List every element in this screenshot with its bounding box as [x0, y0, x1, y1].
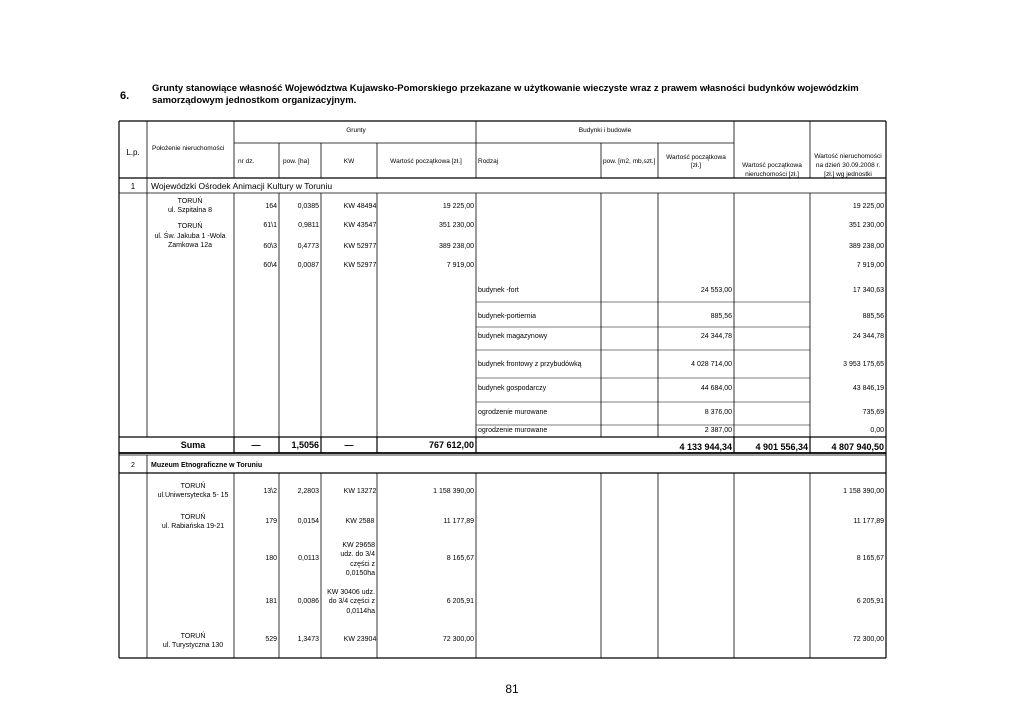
- header-wartosc-dzien: na dzień 30.09.2008 r.: [815, 162, 881, 169]
- plot-value: 6 205,91: [446, 598, 474, 605]
- plot-value: 19 225,00: [442, 203, 474, 210]
- plot-kw: KW 23904: [343, 636, 377, 643]
- header-wartosc-nier: nieruchomości [zł.]: [745, 171, 799, 178]
- plot-value: 389 238,00: [438, 243, 474, 250]
- plot-kw: KW 52977: [343, 262, 377, 269]
- entry-number: 2: [131, 462, 135, 469]
- plot-area: 1,3473: [297, 636, 319, 643]
- location: ul. Św. Jakuba 1 -Wola: [154, 233, 226, 240]
- sum-nier-value: 4 901 556,34: [755, 442, 808, 452]
- header-grunty: Grunty: [346, 127, 366, 134]
- sum-dash: —: [344, 440, 354, 450]
- plot-number: 13\2: [263, 488, 277, 495]
- sum-label: Suma: [180, 440, 206, 450]
- building-value: 4 028 714,00: [691, 361, 732, 368]
- row-total: 19 225,00: [852, 203, 884, 210]
- location: TORUŃ: [180, 483, 206, 490]
- location: TORUŃ: [177, 198, 203, 205]
- location: ul.Uniwersytecka 5- 15: [157, 492, 229, 499]
- header-wartosc-bud: [zł.]: [690, 162, 702, 169]
- plot-kw: udz. do 3/4: [340, 551, 375, 558]
- plot-value: 72 300,00: [442, 636, 474, 643]
- row-total: 389 238,00: [848, 243, 884, 250]
- plot-area: 0,0113: [298, 555, 319, 562]
- header-pow-ha: pow. [ha]: [283, 158, 310, 165]
- row-total: 24 344,78: [852, 333, 884, 340]
- building-value: 8 376,00: [704, 409, 732, 416]
- building-name: budynek-portiernia: [478, 313, 536, 320]
- building-value: 24 344,78: [700, 333, 732, 340]
- row-total: 0,00: [870, 427, 884, 434]
- plot-area: 2,2803: [297, 488, 319, 495]
- row-total: 8 165,67: [856, 555, 884, 562]
- page-number: 81: [505, 682, 519, 696]
- building-value: 885,56: [710, 313, 732, 320]
- plot-number: 60\4: [263, 262, 277, 269]
- plot-kw: KW 13272: [343, 488, 377, 495]
- plot-area: 0,4773: [297, 243, 319, 250]
- row-total: 735,69: [862, 409, 884, 416]
- building-value: 2 387,00: [704, 427, 732, 434]
- entry-name: Wojewódzki Ośrodek Animacji Kultury w Toruniu: [151, 181, 333, 191]
- plot-area: 0,0154: [297, 518, 319, 525]
- plot-kw: KW 48494: [343, 203, 377, 210]
- building-value: 24 553,00: [700, 287, 732, 294]
- plot-number: 181: [265, 598, 277, 605]
- header-nr-dz: nr dz.: [238, 158, 255, 165]
- sum-grunty-value: 767 612,00: [428, 440, 474, 450]
- row-total: 11 177,89: [853, 518, 884, 525]
- building-name: budynek -fort: [478, 287, 519, 294]
- location: Zamkowa 12a: [168, 242, 212, 249]
- plot-kw: KW 52977: [343, 243, 377, 250]
- row-total: 1 158 390,00: [843, 488, 884, 495]
- plot-value: 8 165,67: [446, 555, 474, 562]
- building-name: budynek frontowy z przybudówką: [478, 361, 582, 368]
- building-value: 44 684,00: [700, 385, 732, 392]
- location: TORUŃ: [180, 514, 206, 521]
- location: TORUŃ: [177, 223, 203, 230]
- plot-area: 0,0087: [297, 262, 319, 269]
- plot-area: 0,0385: [297, 203, 319, 210]
- plot-number: 61\1: [263, 222, 277, 229]
- row-total: 72 300,00: [852, 636, 884, 643]
- location: ul. Rabiańska 19-21: [161, 523, 225, 530]
- row-total: 6 205,91: [856, 598, 884, 605]
- plot-area: 0,9811: [298, 222, 319, 229]
- plot-number: 164: [265, 203, 277, 210]
- entry-name: Muzeum Etnograficzne w Toruniu: [151, 462, 263, 469]
- header-rodzaj: Rodzaj: [478, 158, 499, 165]
- header-wartosc-dzien: [zł.] wg jednostki: [824, 171, 872, 178]
- plot-kw: KW 29658: [342, 542, 375, 549]
- header-kw: KW: [343, 158, 355, 165]
- building-name: ogrodzenie murowane: [478, 409, 548, 416]
- location: ul. Szpitalna 8: [168, 207, 212, 214]
- sum-dash: —: [251, 440, 261, 450]
- header-lp: L.p.: [126, 148, 140, 157]
- sum-total: 4 807 940,50: [831, 442, 884, 452]
- plot-value: 1 158 390,00: [433, 488, 474, 495]
- plot-kw: KW 43547: [343, 222, 377, 229]
- row-total: 43 846,19: [852, 385, 884, 392]
- plot-kw: 0,0114ha: [346, 608, 375, 615]
- plot-number: 180: [265, 555, 277, 562]
- header-wartosc-nier: Wartość początkowa: [742, 162, 802, 169]
- section-heading: Grunty stanowiące własność Województwa Kujawsko-Pomorskiego przekazane w użytkowanie wieczyste wraz z prawem własności budynków wojewódzkim samorządowym jednostkom organizacyjnym.: [152, 83, 859, 106]
- header-polozenie: Położenie nieruchomości: [152, 145, 225, 152]
- sum-buildings-value: 4 133 944,34: [679, 442, 732, 452]
- plot-area: 0,0086: [297, 598, 319, 605]
- plot-kw: 0,0150ha: [345, 570, 375, 577]
- row-total: 3 953 175,65: [843, 361, 884, 368]
- plot-kw: do 3/4 części z: [328, 598, 375, 605]
- plot-value: 351 230,00: [438, 222, 474, 229]
- location: TORUŃ: [180, 633, 206, 640]
- plot-number: 529: [265, 636, 277, 643]
- header-wartosc-bud: Wartość początkowa: [666, 154, 726, 161]
- location: ul. Turystyczna 130: [162, 642, 224, 649]
- plot-number: 179: [265, 518, 277, 525]
- header-wartosc-dzien: Wartość nieruchomości: [814, 153, 882, 160]
- building-name: ogrodzenie murowane: [478, 427, 548, 434]
- header-budynki: Budynki i budowle: [578, 127, 632, 134]
- header-pow-m2: pow. [m2, mb,szt.]: [603, 158, 656, 165]
- plot-kw: KW 30406 udz.: [327, 589, 375, 596]
- plot-kw: KW 2588: [345, 518, 375, 525]
- entry-number: 1: [130, 182, 136, 191]
- section-number: 6.: [120, 90, 130, 102]
- plot-kw: części z: [350, 561, 375, 568]
- plot-number: 60\3: [263, 243, 277, 250]
- row-total: 17 340,63: [852, 287, 884, 294]
- plot-value: 7 919,00: [446, 262, 474, 269]
- building-name: budynek magazynowy: [478, 333, 548, 340]
- row-total: 351 230,00: [848, 222, 884, 229]
- row-total: 7 919,00: [856, 262, 884, 269]
- sum-area: 1,5056: [291, 440, 319, 450]
- header-wartosc-gr: Wartość początkowa [zł.]: [390, 158, 462, 165]
- building-name: budynek gospodarczy: [478, 385, 547, 392]
- row-total: 885,56: [862, 313, 884, 320]
- plot-value: 11 177,89: [443, 518, 474, 525]
